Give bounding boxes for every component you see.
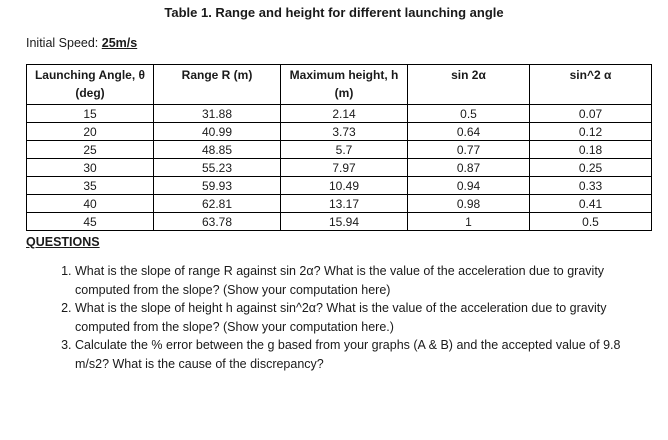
cell-sin-2a: 0.64 [408,123,530,141]
cell-sin-2a: 0.94 [408,177,530,195]
initial-speed-value: 25m/s [101,36,138,50]
cell-height: 7.97 [281,159,408,177]
table-row [27,123,652,141]
table-row [27,213,652,231]
cell-range: 55.23 [154,159,281,177]
cell-range: 62.81 [154,195,281,213]
header-max-height: Maximum height, h (m) [281,65,408,105]
cell-height: 2.14 [281,105,408,123]
cell-angle: 30 [27,159,154,177]
table-row [27,195,652,213]
cell-angle: 40 [27,195,154,213]
cell-height: 5.7 [281,141,408,159]
header-range: Range R (m) [154,65,281,105]
question-item: 1. What is the slope of range R against sin 2α? What is the value of the acceleration due to gravity computed from the slope? (Show your computation here) [75,262,650,299]
cell-sin-sq-a: 0.5 [530,213,652,231]
cell-range: 63.78 [154,213,281,231]
table-title: Table 1. Range and height for different launching angle [164,5,504,20]
cell-angle: 25 [27,141,154,159]
cell-angle: 35 [27,177,154,195]
table-row [27,141,652,159]
cell-height: 15.94 [281,213,408,231]
question-item: 2. What is the slope of height h against sin^2α? What is the value of the acceleration due to gravity computed from the slope? (Show your computation here.) [75,299,650,336]
cell-sin-sq-a: 0.25 [530,159,652,177]
cell-angle: 20 [27,123,154,141]
cell-sin-sq-a: 0.33 [530,177,652,195]
table-header-row [27,65,652,105]
data-table [26,64,652,231]
cell-angle: 45 [27,213,154,231]
cell-range: 48.85 [154,141,281,159]
cell-range: 40.99 [154,123,281,141]
cell-sin-sq-a: 0.12 [530,123,652,141]
cell-sin-sq-a: 0.41 [530,195,652,213]
header-sin-2a: sin 2α [408,65,530,105]
table-row [27,177,652,195]
cell-sin-2a: 0.77 [408,141,530,159]
cell-angle: 15 [27,105,154,123]
cell-sin-2a: 0.98 [408,195,530,213]
table-row [27,159,652,177]
cell-sin-2a: 0.87 [408,159,530,177]
questions-list [0,262,650,373]
cell-sin-2a: 1 [408,213,530,231]
initial-speed [26,35,137,51]
cell-height: 13.17 [281,195,408,213]
cell-sin-sq-a: 0.07 [530,105,652,123]
cell-height: 3.73 [281,123,408,141]
initial-speed-label: Initial Speed: [26,36,102,50]
table-row [27,105,652,123]
questions-heading: QUESTIONS [26,235,100,249]
header-sin-sq-a: sin^2 α [530,65,652,105]
question-item: 3. Calculate the % error between the g based from your graphs (A & B) and the accepted value of 9.8 m/s2? What is the cause of the discrepancy? [75,336,650,373]
cell-range: 59.93 [154,177,281,195]
header-launching-angle: Launching Angle, θ (deg) [27,65,154,105]
cell-sin-sq-a: 0.18 [530,141,652,159]
cell-sin-2a: 0.5 [408,105,530,123]
cell-height: 10.49 [281,177,408,195]
cell-range: 31.88 [154,105,281,123]
